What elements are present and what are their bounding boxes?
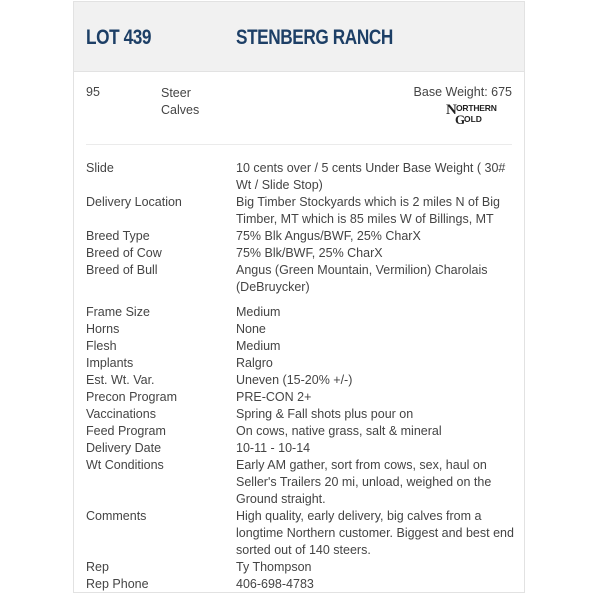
detail-row-breed-of-bull xyxy=(86,262,516,296)
svg-text:N: N xyxy=(446,102,457,118)
detail-value: Angus (Green Mountain, Vermilion) Charolais (DeBruycker) xyxy=(236,263,488,294)
section-divider xyxy=(86,144,512,145)
base-weight: Base Weight: 675 xyxy=(413,85,512,99)
detail-label: Breed of Cow xyxy=(86,246,162,260)
detail-label: Delivery Date xyxy=(86,441,162,455)
detail-row-rep-phone xyxy=(86,576,516,593)
detail-value: 10 cents over / 5 cents Under Base Weight ( 30# Wt / Slide Stop) xyxy=(236,161,506,192)
lot-header xyxy=(74,2,524,72)
detail-row-horns xyxy=(86,321,516,338)
detail-label: Rep xyxy=(86,560,109,574)
detail-label: Vaccinations xyxy=(86,407,156,421)
row-gap xyxy=(86,296,516,304)
detail-row-implants xyxy=(86,355,516,372)
detail-value: Early AM gather, sort from cows, sex, haul on Seller's Trailers 20 mi, unload, weighed on the Ground straight. xyxy=(236,458,492,506)
svg-text:OLD: OLD xyxy=(464,114,482,124)
detail-label: Est. Wt. Var. xyxy=(86,373,155,387)
detail-label: Horns xyxy=(86,322,120,336)
detail-row-slide xyxy=(86,160,516,194)
detail-row-flesh xyxy=(86,338,516,355)
detail-label: Breed Type xyxy=(86,229,150,243)
lot-number: LOT 439 xyxy=(86,26,152,49)
detail-value: Ralgro xyxy=(236,356,273,370)
detail-value: Medium xyxy=(236,339,281,353)
detail-value: None xyxy=(236,322,266,336)
detail-value: 75% Blk Angus/BWF, 25% CharX xyxy=(236,229,421,243)
svg-text:ORTHERN: ORTHERN xyxy=(456,103,497,113)
lot-card xyxy=(73,1,525,593)
lot-summary xyxy=(74,72,524,144)
detail-value: Uneven (15-20% +/-) xyxy=(236,373,353,387)
lot-details xyxy=(86,160,516,593)
detail-value: On cows, native grass, salt & mineral xyxy=(236,424,442,438)
svg-text:G: G xyxy=(455,112,466,126)
detail-row-breed-type xyxy=(86,228,516,245)
head-count: 95 xyxy=(86,85,100,99)
detail-value: 406-698-4783 xyxy=(236,577,314,591)
detail-value: 75% Blk/BWF, 25% CharX xyxy=(236,246,383,260)
detail-row-wt-conditions xyxy=(86,457,516,508)
detail-row-precon-program xyxy=(86,389,516,406)
detail-label: Precon Program xyxy=(86,390,178,404)
detail-row-comments xyxy=(86,508,516,559)
detail-label: Frame Size xyxy=(86,305,150,319)
detail-label: Implants xyxy=(86,356,134,370)
detail-row-rep xyxy=(86,559,516,576)
detail-label: Rep Phone xyxy=(86,577,149,591)
detail-row-breed-of-cow xyxy=(86,245,516,262)
detail-value: Ty Thompson xyxy=(236,560,312,574)
detail-label: Delivery Location xyxy=(86,195,182,209)
cattle-kind xyxy=(161,85,221,119)
detail-row-delivery-date xyxy=(86,440,516,457)
detail-row-frame-size xyxy=(86,304,516,321)
detail-value: Medium xyxy=(236,305,281,319)
detail-row-vaccinations xyxy=(86,406,516,423)
detail-label: Breed of Bull xyxy=(86,263,158,277)
detail-label: Comments xyxy=(86,509,147,523)
detail-value: Spring & Fall shots plus pour on xyxy=(236,407,414,421)
detail-value: PRE-CON 2+ xyxy=(236,390,312,404)
cattle-kind-line1: Steer xyxy=(161,86,191,100)
detail-row-est-wt-var xyxy=(86,372,516,389)
detail-row-delivery-location xyxy=(86,194,516,228)
detail-value: High quality, early delivery, big calves from a longtime Northern customer. Biggest and best end sorted out of 140 steers. xyxy=(236,509,514,557)
northern-gold-logo xyxy=(445,100,515,126)
detail-label: Wt Conditions xyxy=(86,458,164,472)
ranch-name: STENBERG RANCH xyxy=(236,26,393,49)
detail-label: Feed Program xyxy=(86,424,166,438)
detail-label: Flesh xyxy=(86,339,117,353)
detail-label: Slide xyxy=(86,161,114,175)
detail-value: Big Timber Stockyards which is 2 miles N of Big Timber, MT which is 85 miles W of Billings, MT xyxy=(236,195,500,226)
detail-value: 10-11 - 10-14 xyxy=(236,441,311,455)
detail-row-feed-program xyxy=(86,423,516,440)
cattle-kind-line2: Calves xyxy=(161,103,200,117)
